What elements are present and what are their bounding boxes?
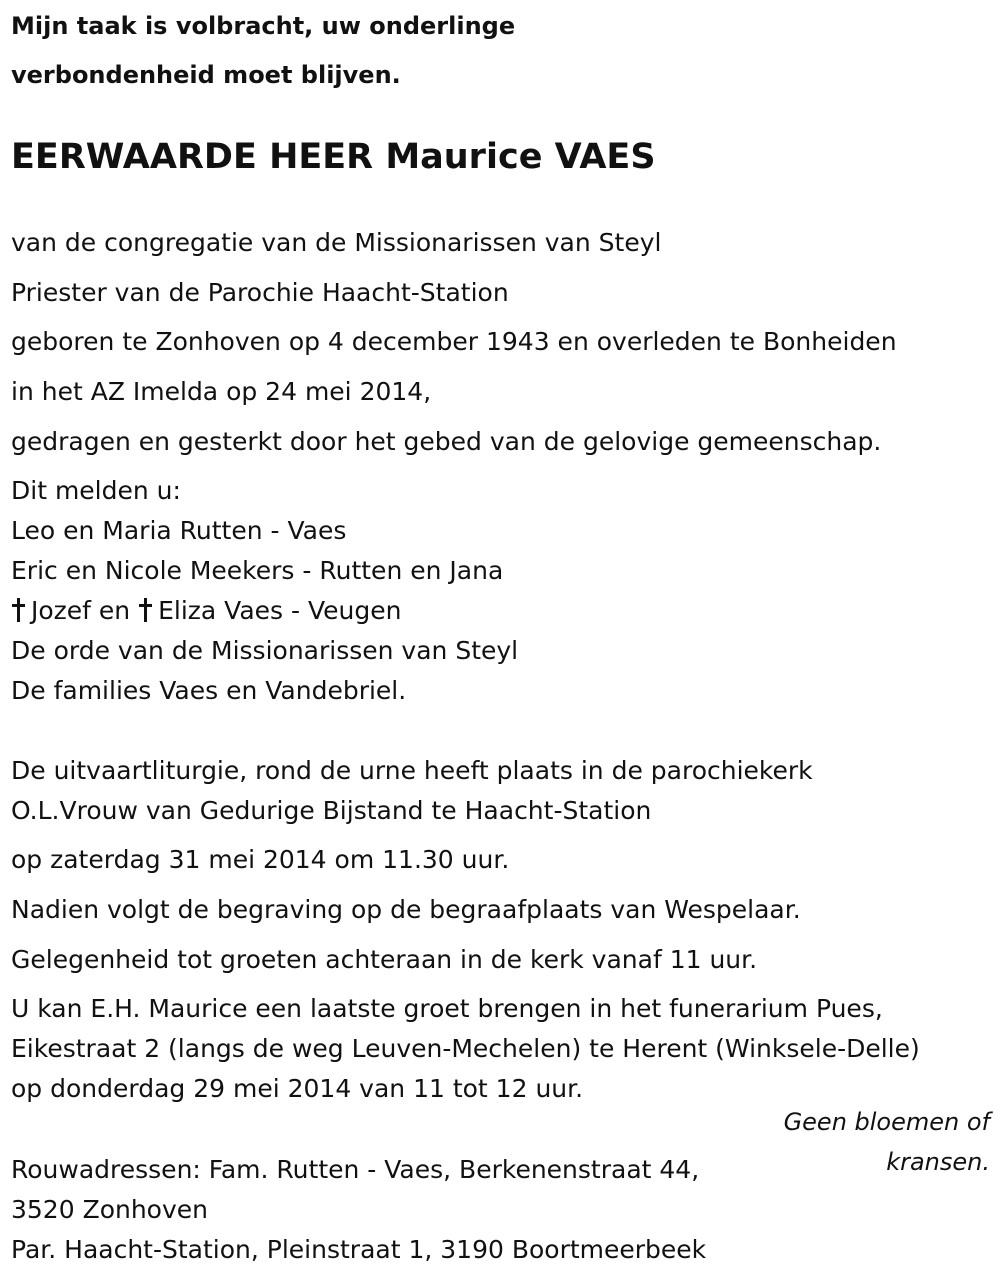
funeral-line: op donderdag 29 mei 2014 van 11 tot 12 uur. bbox=[11, 1074, 584, 1103]
bio-line: van de congregatie van de Missionarissen van Steyl bbox=[11, 228, 662, 257]
announcers-intro: Dit melden u: bbox=[11, 476, 181, 505]
funeral-line: Gelegenheid tot groeten achteraan in de kerk vanaf 11 uur. bbox=[11, 945, 758, 974]
motto-line-1: Mijn taak is volbracht, uw onderlinge bbox=[11, 12, 516, 40]
bio-line: geboren te Zonhoven op 4 december 1943 en overleden te Bonheiden bbox=[11, 327, 897, 356]
deceased-name: EERWAARDE HEER Maurice VAES bbox=[11, 137, 656, 177]
funeral-line: op zaterdag 31 mei 2014 om 11.30 uur. bbox=[11, 845, 510, 874]
announcer-line-deceased-parents bbox=[11, 596, 401, 626]
announcer-name-part: Jozef en bbox=[31, 596, 139, 625]
note-line-1: Geen bloemen of bbox=[783, 1108, 990, 1136]
announcer-line: De orde van de Missionarissen van Steyl bbox=[11, 636, 519, 665]
announcer-name-part: Eliza Vaes - Veugen bbox=[158, 596, 402, 625]
bio-line: gedragen en gesterkt door het gebed van de gelovige gemeenschap. bbox=[11, 427, 882, 456]
funeral-line: Nadien volgt de begraving op de begraafplaats van Wespelaar. bbox=[11, 895, 801, 924]
address-line: Rouwadressen: Fam. Rutten - Vaes, Berkenenstraat 44, bbox=[11, 1155, 700, 1184]
announcer-line: De families Vaes en Vandebriel. bbox=[11, 676, 407, 705]
bio-line: in het AZ Imelda op 24 mei 2014, bbox=[11, 377, 432, 406]
funeral-line: U kan E.H. Maurice een laatste groet brengen in het funerarium Pues, bbox=[11, 994, 883, 1023]
motto-line-2: verbondenheid moet blijven. bbox=[11, 61, 401, 89]
address-line: 3520 Zonhoven bbox=[11, 1195, 208, 1224]
funeral-line: De uitvaartliturgie, rond de urne heeft plaats in de parochiekerk bbox=[11, 756, 813, 785]
bio-line: Priester van de Parochie Haacht-Station bbox=[11, 278, 509, 307]
funeral-line: Eikestraat 2 (langs de weg Leuven-Mechelen) te Herent (Winksele-Delle) bbox=[11, 1034, 920, 1063]
note-line-2: kransen. bbox=[886, 1148, 990, 1176]
latin-cross-icon bbox=[11, 598, 27, 622]
address-line: Par. Haacht-Station, Pleinstraat 1, 3190 Boortmeerbeek bbox=[11, 1235, 707, 1264]
announcer-line: Leo en Maria Rutten - Vaes bbox=[11, 516, 347, 545]
announcer-line: Eric en Nicole Meekers - Rutten en Jana bbox=[11, 556, 504, 585]
latin-cross-icon bbox=[138, 598, 154, 622]
funeral-line: O.L.Vrouw van Gedurige Bijstand te Haacht-Station bbox=[11, 796, 652, 825]
